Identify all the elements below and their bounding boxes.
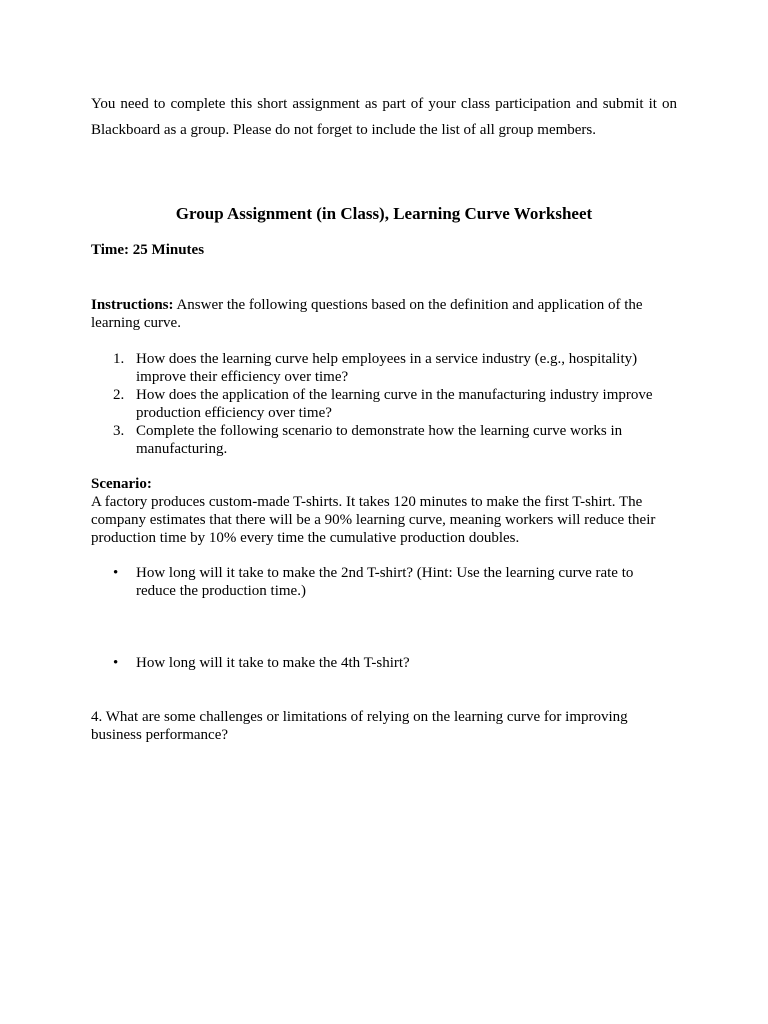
question-text: How does the learning curve help employees in a service industry (e.g., hospitality) improve their efficiency over time? — [136, 351, 638, 385]
question-item-3 — [91, 422, 671, 458]
bullet-marker: • — [113, 655, 119, 671]
instructions-paragraph — [91, 296, 661, 332]
instructions-text: Answer the following questions based on the definition and application of the learning curve. — [91, 297, 643, 331]
time-limit: Time: 25 Minutes — [91, 242, 205, 258]
scenario-section — [91, 475, 671, 547]
bullet-marker: • — [113, 565, 119, 581]
intro-paragraph: You need to complete this short assignment as part of your class participation and submit it on Blackboard as a group. Please do not forget to include the list of all group members. — [91, 96, 677, 138]
worksheet-title: Group Assignment (in Class), Learning Curve Worksheet — [175, 204, 593, 223]
question-item-2 — [91, 386, 671, 422]
scenario-question-text: How long will it take to make the 4th T-shirt? — [136, 655, 410, 671]
question-list — [91, 350, 671, 458]
scenario-question-1 — [91, 564, 661, 600]
question-number: 3. — [113, 423, 125, 439]
question-text: Complete the following scenario to demonstrate how the learning curve works in manufacturing. — [136, 423, 623, 457]
scenario-heading: Scenario: — [91, 476, 152, 492]
question-4: 4. What are some challenges or limitations of relying on the learning curve for improving business performance? — [91, 709, 628, 743]
question-text: How does the application of the learning curve in the manufacturing industry improve production efficiency over time? — [136, 387, 653, 421]
scenario-question-2 — [91, 654, 661, 672]
question-item-1 — [91, 350, 671, 386]
scenario-question-text: How long will it take to make the 2nd T-shirt? (Hint: Use the learning curve rate to reduce the production time.) — [136, 565, 634, 599]
question-number: 2. — [113, 387, 125, 403]
scenario-text: A factory produces custom-made T-shirts. It takes 120 minutes to make the first T-shirt. The company estimates that there will be a 90% learning curve, meaning workers will reduce their production time by 10% every time the cumulative production doubles. — [91, 494, 656, 546]
question-number: 1. — [113, 351, 125, 367]
instructions-label: Instructions: — [91, 297, 174, 313]
